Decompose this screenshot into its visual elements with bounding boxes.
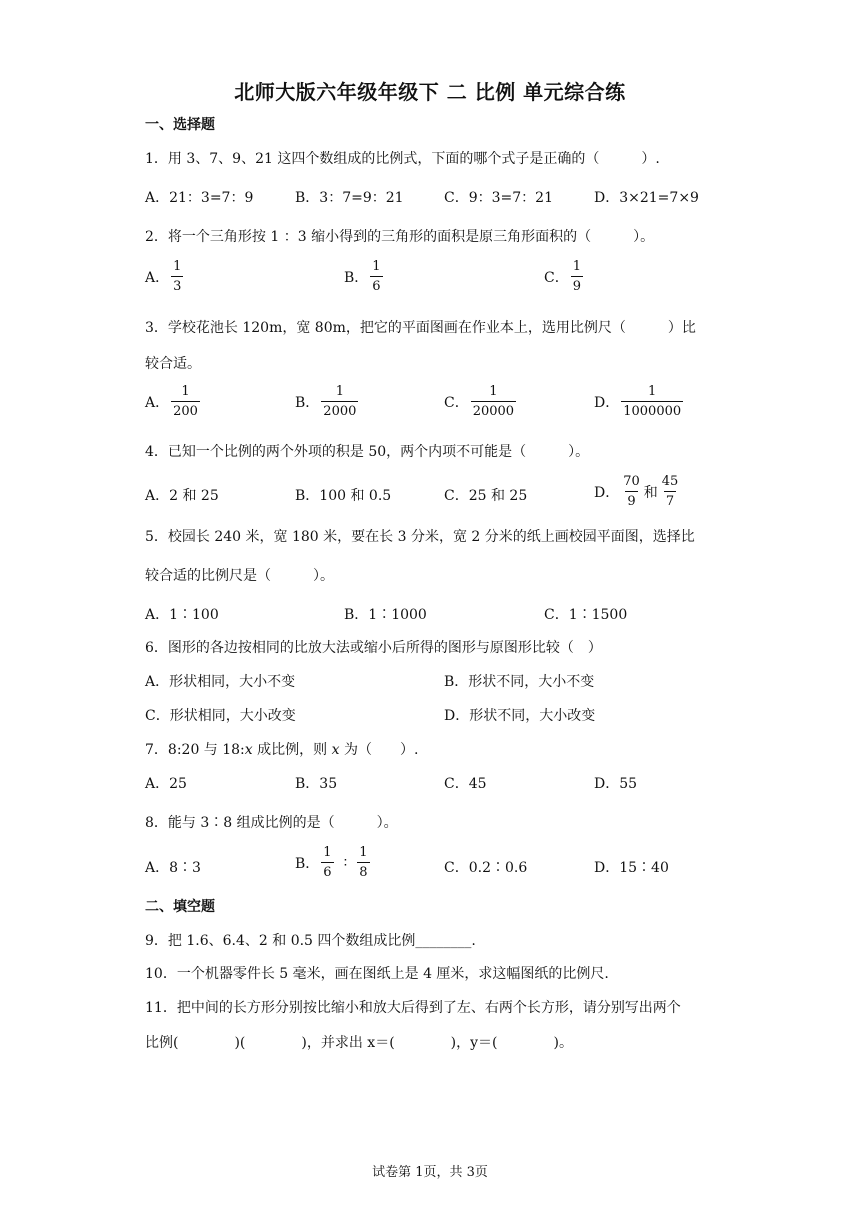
question-9: 9．把 1.6、6.4、2 和 0.5 四个数组成比例________. [145, 933, 476, 949]
question-6: 6．图形的各边按相同的比放大法或缩小后所得的图形与原图形比较（ ） [145, 640, 602, 656]
question-10: 10．一个机器零件长 5 毫米，画在图纸上是 4 厘米，求这幅图纸的比例尺. [145, 966, 609, 982]
fraction: $\frac{1}{6}$ [323, 845, 332, 880]
q6-option-a: A．形状相同，大小不变 [145, 674, 296, 690]
fraction: $\frac{1}{200}$ [173, 384, 198, 419]
fraction: $\frac{45}{7}$ [661, 474, 679, 509]
q6-option-d: D．形状不同，大小改变 [444, 708, 596, 724]
page-footer: 试卷第 1页，共 3页 [372, 1165, 488, 1180]
question-4: 4．已知一个比例的两个外项的积是 50，两个内项不可能是（ ）。 [145, 444, 590, 460]
q8-option-d: D．15∶40 [594, 860, 669, 876]
q4-option-c: C．25 和 25 [444, 488, 528, 504]
q1-option-b: B．3：7=9：21 [295, 190, 404, 206]
q1-option-a: A．21：3=7：9 [145, 190, 254, 206]
fraction: $\frac{70}{9}$ [623, 474, 640, 509]
q2-option-b: B． $\frac{1}{6}$ [344, 259, 381, 294]
q2-option-c: C． $\frac{1}{9}$ [544, 259, 581, 294]
question-2: 2．将一个三角形按 1 ：3 缩小得到的三角形的面积是原三角形面积的（ ）。 [145, 229, 655, 245]
q3-option-c: C． $\frac{1}{20000}$ [444, 384, 515, 419]
page-title: 北师大版六年级年级下 二 比例 单元综合练 [234, 80, 626, 104]
q4-option-b: B．100 和 0.5 [295, 488, 392, 504]
question-11-line-2: 比例( )( )，并求出 x＝( )，y＝( )。 [145, 1035, 573, 1051]
fraction: $\frac{1}{1000000}$ [623, 384, 682, 419]
q6-option-b: B．形状不同，大小不变 [444, 674, 595, 690]
fraction: $\frac{1}{3}$ [173, 259, 182, 294]
q5-option-c: C．1∶1500 [544, 607, 628, 623]
q8-option-b: B． $\frac{1}{6}$ ∶ $\frac{1}{8}$ [295, 845, 368, 880]
q4-option-d: D． $\frac{70}{9}$ 和 $\frac{45}{7}$ [594, 474, 679, 509]
section-heading-fill: 二、填空题 [145, 899, 215, 915]
q5-option-b: B．1∶1000 [344, 607, 427, 623]
q7-option-c: C．45 [444, 776, 487, 792]
q3-option-a: A． $\frac{1}{200}$ [145, 384, 198, 419]
q4-option-a: A．2 和 25 [145, 488, 219, 504]
fraction: $\frac{1}{2000}$ [323, 384, 357, 419]
q7-option-a: A．25 [145, 776, 187, 792]
q1-option-c: C．9：3=7：21 [444, 190, 553, 206]
question-5-line-2: 较合适的比例尺是（ ）。 [145, 568, 334, 584]
q3-option-d: D． $\frac{1}{1000000}$ [594, 384, 682, 419]
q5-option-a: A．1∶100 [145, 607, 219, 623]
q8-option-a: A．8∶3 [145, 860, 201, 876]
q8-option-c: C．0.2∶0.6 [444, 860, 528, 876]
question-7: 7．8:20 与 18:x 成比例，则 x 为（ ）. [145, 742, 419, 758]
q6-option-c: C．形状相同，大小改变 [145, 708, 296, 724]
q7-option-b: B．35 [295, 776, 338, 792]
fraction: $\frac{1}{8}$ [359, 845, 368, 880]
q7-option-d: D．55 [594, 776, 638, 792]
fraction: $\frac{1}{20000}$ [472, 384, 515, 419]
section-heading-choice: 一、选择题 [145, 117, 215, 133]
question-5-line-1: 5．校园长 240 米，宽 180 米，要在长 3 分米，宽 2 分米的纸上画校园平面图，选择比 [145, 529, 695, 545]
q3-option-b: B． $\frac{1}{2000}$ [295, 384, 357, 419]
question-3-line-1: 3．学校花池长 120m，宽 80m，把它的平面图画在作业本上，选用比例尺（ ）比 [145, 320, 696, 336]
fraction: $\frac{1}{6}$ [372, 259, 381, 294]
question-3-line-2: 较合适。 [145, 356, 201, 372]
question-11-line-1: 11．把中间的长方形分别按比缩小和放大后得到了左、右两个长方形，请分别写出两个 [145, 1000, 681, 1016]
q2-option-a: A． $\frac{1}{3}$ [145, 259, 182, 294]
fraction: $\frac{1}{9}$ [572, 259, 581, 294]
question-1: 1．用 3、7、9、21 这四个数组成的比例式，下面的哪个式子是正确的（ ）. [145, 151, 660, 167]
q1-option-d: D．3×21=7×9 [594, 190, 699, 206]
question-8: 8．能与 3∶8 组成比例的是（ ）。 [145, 815, 398, 831]
